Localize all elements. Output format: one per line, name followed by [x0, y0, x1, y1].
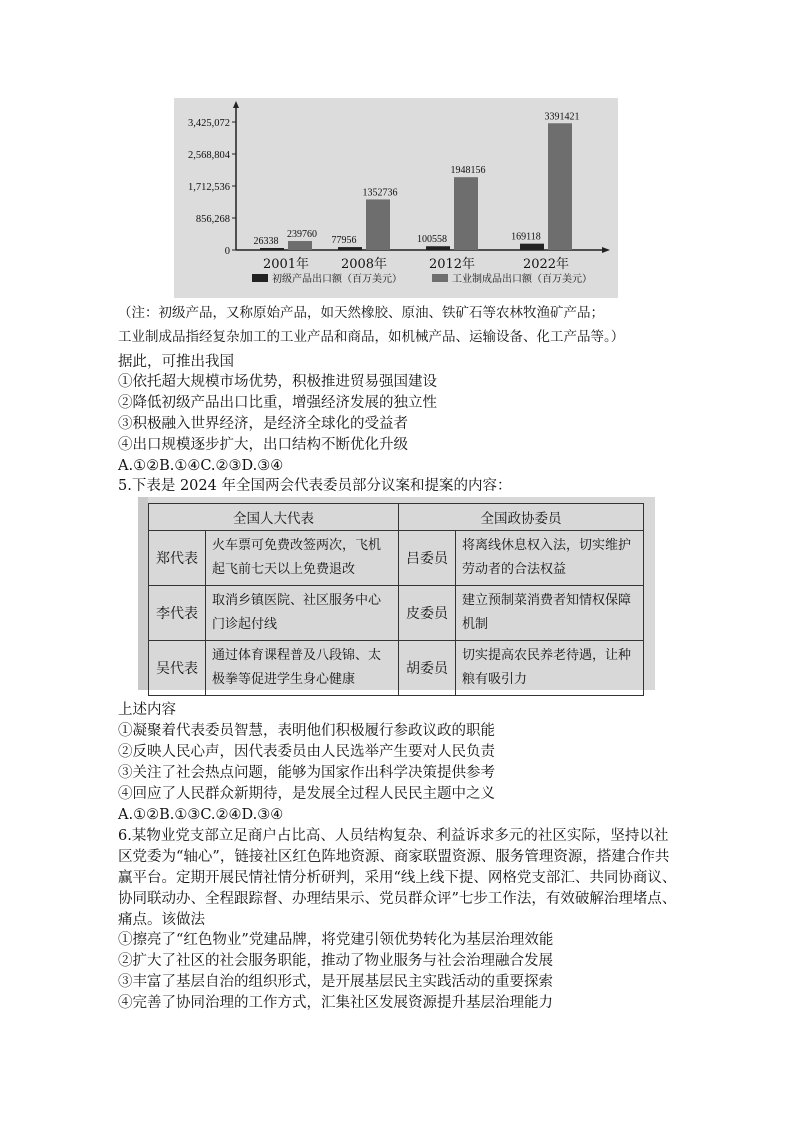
y-axis-arrow: [233, 101, 239, 108]
q4-option-1: ①依托超大规模市场优势，积极推进贸易强国建设: [118, 374, 437, 390]
table-row: [149, 641, 644, 696]
legend-label: 初级产品出口额（百万美元）: [272, 274, 402, 285]
x-tick-label: 2022年: [522, 257, 570, 272]
rep-proposal: 火车票可免费改签两次，飞机起飞前七天以上免费退改: [206, 531, 399, 586]
bar-value-label: 26338: [253, 236, 279, 247]
bar-value-label: 3391421: [544, 111, 580, 123]
table-row: [149, 531, 644, 586]
table-header-npc: 全国人大代表: [149, 504, 399, 531]
bar: [454, 177, 478, 250]
bar: [260, 248, 284, 250]
x-tick-label: 2012年: [428, 257, 476, 272]
bar: [288, 241, 312, 250]
bar: [426, 246, 450, 250]
bar-value-label: 169118: [511, 231, 541, 243]
q4-option-2: ②降低初级产品出口比重，增强经济发展的独立性: [118, 395, 437, 411]
rep-name: 吴代表: [149, 641, 206, 696]
export-chart: [174, 98, 618, 298]
member-name: 胡委员: [399, 641, 456, 696]
member-proposal: 切实提高农民养老待遇，让种粮有吸引力: [456, 641, 644, 696]
q4-option-3: ③积极融入世界经济，是经济全球化的受益者: [118, 416, 408, 432]
chart-note-line1: （注：初级产品，又称原始产品，如天然橡胶、原油、铁矿石等农林牧渔矿产品；: [118, 305, 604, 321]
x-tick-label: 2001年: [262, 257, 310, 272]
y-tick-label: 856,268: [195, 214, 230, 225]
q5-option-3: ③关注了社会热点问题，能够为国家作出科学决策提供参考: [118, 765, 495, 781]
member-proposal: 建立预制菜消费者知情权保障机制: [456, 586, 644, 641]
bar: [520, 244, 544, 250]
bar-value-label: 100558: [417, 234, 447, 246]
bar: [548, 123, 572, 250]
x-tick-label: 2008年: [340, 257, 388, 272]
rep-name: 郑代表: [149, 531, 206, 586]
bar-value-label: 1948156: [450, 165, 486, 177]
y-tick-label: 2,568,804: [188, 150, 230, 161]
q4-choices: A.①②B.①④C.②③D.③④: [118, 458, 284, 474]
bar: [338, 247, 362, 250]
y-tick-label: 0: [224, 246, 230, 257]
member-name: 吕委员: [399, 531, 456, 586]
y-tick-label: 1,712,536: [188, 182, 230, 193]
rep-proposal: 取消乡镇医院、社区服务中心门诊起付线: [206, 586, 399, 641]
q5-stem: 5.下表是 2024 年全国两会代表委员部分议案和提案的内容：: [118, 478, 512, 494]
q5-option-4: ④回应了人民群众新期待，是发展全过程人民民主题中之义: [118, 786, 495, 802]
member-proposal: 将离线休息权入法，切实维护劳动者的合法权益: [456, 531, 644, 586]
x-axis-arrow: [602, 247, 610, 253]
q6-option-1: ①擦亮了“红色物业”党建品牌，将党建引领优势转化为基层治理效能: [118, 932, 554, 948]
q6-option-2: ②扩大了社区的社会服务职能，推动了物业服务与社会治理融合发展: [118, 953, 553, 969]
q4-stem: 据此，可推出我国: [118, 354, 234, 370]
y-tick-label: 3,425,072: [188, 118, 230, 129]
q6-option-4: ④完善了协同治理的工作方式，汇集社区发展资源提升基层治理能力: [118, 995, 553, 1011]
rep-proposal: 通过体育课程普及八段锦、太极拳等促进学生身心健康: [206, 641, 399, 696]
rep-name: 李代表: [149, 586, 206, 641]
q4-option-4: ④出口规模逐步扩大，出口结构不断优化升级: [118, 437, 408, 453]
bar-value-label: 77956: [331, 235, 357, 247]
q5-choices: A.①②B.①③C.②④D.③④: [118, 807, 284, 823]
npc-cppcc-table-image: [138, 497, 655, 690]
npc-cppcc-table: [148, 503, 644, 696]
q5-option-1: ①凝聚着代表委员智慧，表明他们积极履行参政议政的职能: [118, 723, 495, 739]
q5-option-2: ②反映人民心声，因代表委员由人民选举产生要对人民负责: [118, 744, 495, 760]
export-bar-chart: [174, 98, 618, 298]
q6-option-3: ③丰富了基层自治的组织形式，是开展基层民主实践活动的重要探索: [118, 974, 553, 990]
chart-note-line2: 工业制成品指经复杂加工的工业产品和商品，如机械产品、运输设备、化工产品等。）: [118, 329, 625, 345]
table-row: [149, 586, 644, 641]
q6-stem: 6.某物业党支部立足商户占比高、人员结构复杂、利益诉求多元的社区实际，坚持以社区党委为“轴心”，链接社区红色阵地资源、商家联盟资源、服务管理资源，搭建合作共赢平台。定期开展民情社情分析研判，采用“线上线下提、网格党支部汇、共同协商议、协同联动办、全程跟踪督、办理结果示、党员群众评”七步工作法，有效破解治理堵点、痛点。该做法: [118, 828, 677, 928]
bar-value-label: 239760: [287, 229, 317, 241]
legend-swatch: [432, 274, 448, 282]
member-name: 皮委员: [399, 586, 456, 641]
q5-stem2: 上述内容: [118, 702, 176, 718]
bar: [366, 199, 390, 250]
table-header-cppcc: 全国政协委员: [399, 504, 644, 531]
legend-swatch: [252, 274, 268, 282]
legend-label: 工业制成品出口额（百万美元）: [452, 274, 592, 285]
table-shadow: [138, 497, 148, 690]
bar-value-label: 1352736: [362, 187, 398, 199]
